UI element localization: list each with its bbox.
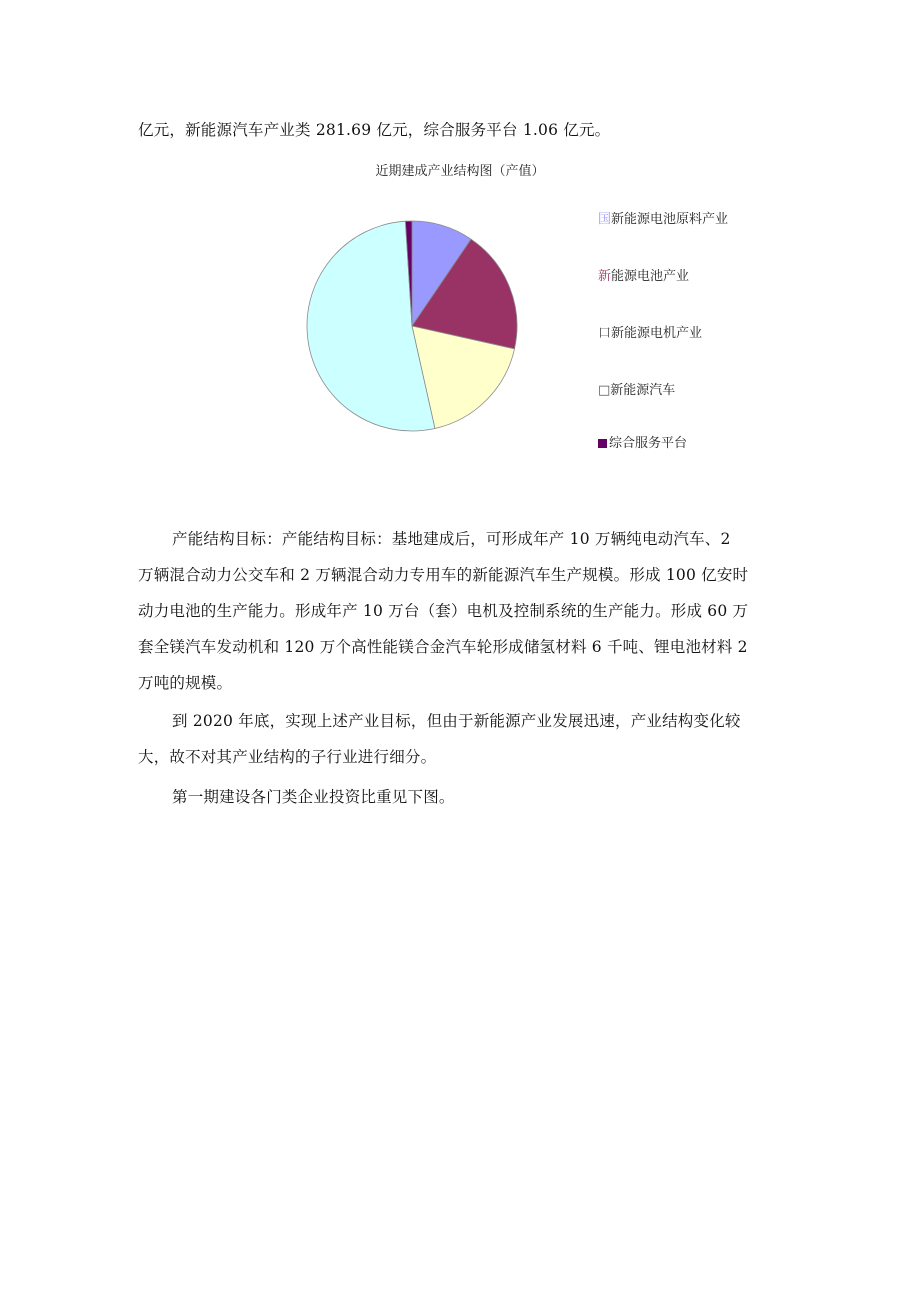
target-line-2: 大，故不对其产业结构的子行业进行细分。	[138, 748, 437, 766]
legend-label: 综合服务平台	[609, 436, 688, 451]
capacity-line-2: 万辆混合动力公交车和 2 万辆混合动力专用车的新能源汽车生产规模。形成 100 亿安时	[138, 566, 749, 584]
legend-label: 新能源电池原料产业	[611, 212, 729, 227]
target-line-1: 到 2020 年底，实现上述产业目标，但由于新能源产业发展迅速，产业结构变化较	[172, 712, 741, 730]
capacity-line-4: 套全镁汽车发动机和 120 万个高性能镁合金汽车轮形成储氢材料 6 千吨、锂电池材料 2	[138, 638, 748, 656]
capacity-line-1: 产能结构目标：产能结构目标：基地建成后，可形成年产 10 万辆纯电动汽车、2	[172, 530, 731, 548]
legend-label: 新能源汽车	[610, 383, 676, 398]
legend-label: 能源电池产业	[611, 269, 690, 284]
legend-item	[598, 211, 728, 229]
legend-swatch	[598, 439, 607, 448]
capacity-line-3: 动力电池的生产能力。形成年产 10 万台（套）电机及控制系统的生产能力。形成 60 万	[138, 602, 749, 620]
legend-label: 新能源电机产业	[611, 326, 703, 341]
chart-title: 近期建成产业结构图（产值）	[375, 164, 545, 179]
capacity-line-5: 万吨的规模。	[138, 674, 233, 692]
legend-marker: 口	[598, 326, 612, 341]
pie-chart	[300, 214, 524, 438]
legend-marker: □	[598, 383, 611, 398]
intro-line: 亿元，新能源汽车产业类 281.69 亿元，综合服务平台 1.06 亿元。	[138, 121, 611, 139]
legend-item	[598, 382, 675, 400]
legend-marker: 新	[598, 269, 612, 284]
legend-item	[598, 435, 687, 453]
legend-marker: 国	[598, 212, 612, 227]
legend-item	[598, 268, 689, 286]
phase-line: 第一期建设各门类企业投资比重见下图。	[172, 788, 455, 806]
legend-item	[598, 325, 702, 343]
